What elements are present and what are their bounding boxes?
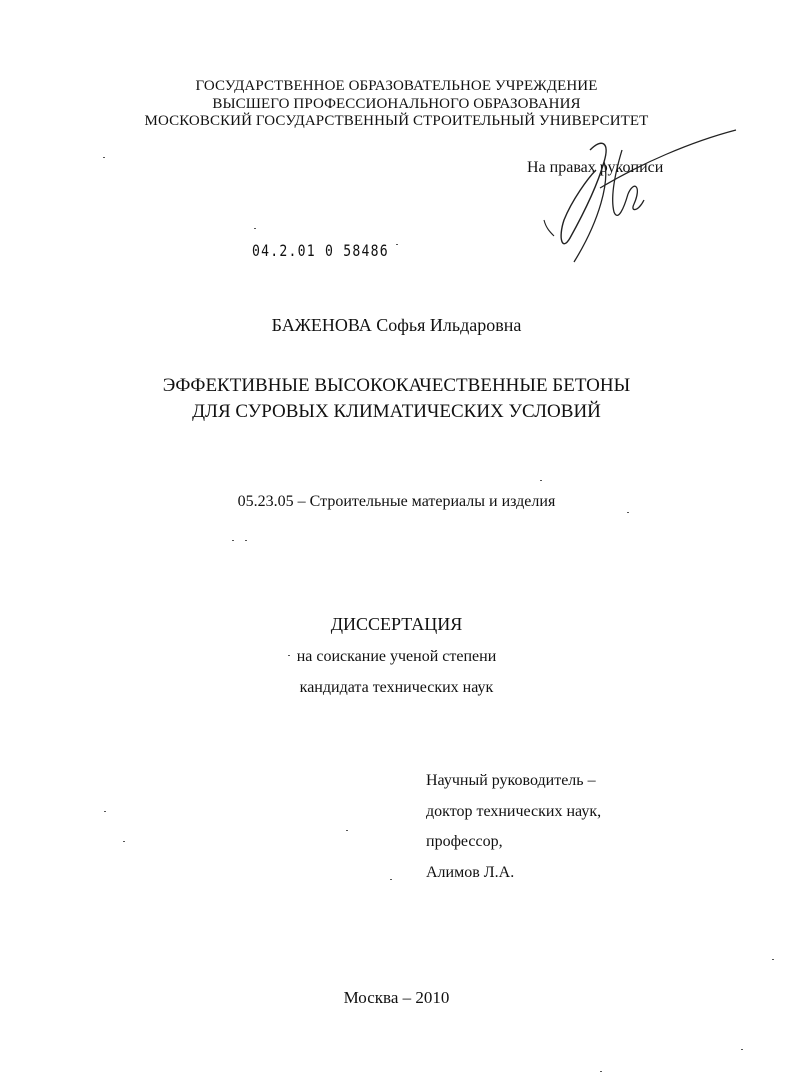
title-line-1: ЭФФЕКТИВНЫЕ ВЫСОКОКАЧЕСТВЕННЫЕ БЕТОНЫ — [162, 375, 631, 396]
org-line-1: ГОСУДАРСТВЕННОЕ ОБРАЗОВАТЕЛЬНОЕ УЧРЕЖДЕНИЕ — [195, 78, 598, 94]
degree-line-1: на соискание ученой степени — [296, 648, 497, 665]
supervisor-line-2: доктор технических наук, — [426, 803, 602, 820]
author-name: БАЖЕНОВА Софья Ильдаровна — [271, 315, 522, 335]
degree-line-2: кандидата технических наук — [299, 679, 494, 696]
org-line-2: ВЫСШЕГО ПРОФЕССИОНАЛЬНОГО ОБРАЗОВАНИЯ — [212, 96, 581, 112]
supervisor-line-4: Алимов Л.А. — [426, 864, 515, 881]
scan-speck — [104, 811, 106, 812]
scan-speck — [627, 512, 629, 513]
registration-number: 04.2.01 0 58486 — [252, 241, 389, 260]
org-line-3: МОСКОВСКИЙ ГОСУДАРСТВЕННЫЙ СТРОИТЕЛЬНЫЙ УНИВЕРСИТЕТ — [144, 113, 649, 129]
document-type: ДИССЕРТАЦИЯ — [330, 614, 463, 634]
scan-speck — [390, 879, 392, 880]
scan-speck — [232, 540, 234, 541]
scan-speck — [741, 1049, 743, 1050]
scan-speck — [288, 655, 290, 656]
manuscript-note: На правах рукописи — [527, 159, 664, 176]
scan-speck — [245, 540, 247, 541]
signature-icon — [530, 120, 740, 270]
place-year: Москва – 2010 — [343, 988, 450, 1007]
supervisor-line-1: Научный руководитель – — [426, 772, 596, 789]
scan-speck — [103, 157, 105, 158]
scan-speck — [772, 959, 774, 960]
scan-speck — [123, 841, 125, 842]
scan-speck — [540, 480, 542, 481]
scan-speck — [254, 228, 256, 229]
scan-speck — [346, 830, 348, 831]
supervisor-line-3: профессор, — [426, 833, 503, 850]
specialty-code: 05.23.05 – Строительные материалы и изделия — [237, 493, 556, 510]
title-line-2: ДЛЯ СУРОВЫХ КЛИМАТИЧЕСКИХ УСЛОВИЙ — [192, 401, 601, 422]
scan-speck — [600, 1071, 602, 1072]
scan-speck — [396, 244, 398, 245]
